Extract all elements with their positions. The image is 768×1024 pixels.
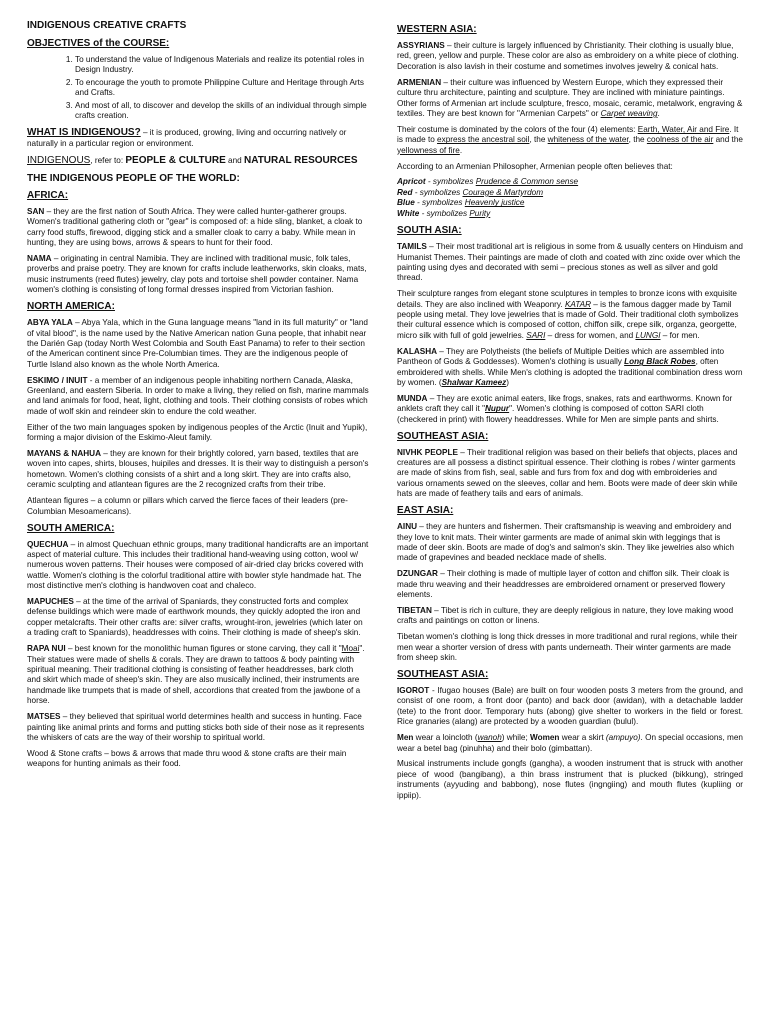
kalasha-entry: KALASHA – They are Polytheists (the beliefs of Multiple Deities which are assembled into Pantheon of Gods & Goddesses). Women's clothing is usually Long Black Robes, often embroidered with shells. While Men's clothing is adopted the traditional combination dress worn by women. (Shalwar Kameez) (397, 346, 743, 387)
atlantean-entry: Atlantean figures – a column or pillars which carved the fierce faces of their leaders (pre-Columbian Mesoamericans). (27, 496, 348, 516)
objective-item: 2. To encourage the youth to promote Philippine Culture and Heritage through Arts and Crafts. (75, 78, 369, 99)
objective-item: 1. To understand the value of Indigenous Materials and realize its potential roles in Design Industry. (75, 55, 369, 76)
wood-stone-entry: Wood & Stone crafts – bows & arrows that made thru wood & stone crafts are their main weapons for hunting animals as their food. (27, 748, 347, 769)
people-heading: THE INDIGENOUS PEOPLE OF THE WORLD: (27, 172, 240, 184)
tamil-sculpture: Their sculpture ranges from elegant stone sculptures in temples to bronze icons with exquisite details. They are also inclined with Weaponry. KATAR – is the famous dagger made by Tamil people using metal. They love jewelries that is made of Gold. Their traditional cloth symbolizes their cultural essence which is composed of cotton, chiffon silk, crepe silk, organza, georgette, micro silk with full of gold jewelries. SARI – dress for women, and LUNGI – for men. (397, 289, 739, 340)
igorot-entry: IGOROT - Ifugao houses (Bale) are built on four wooden posts 3 meters from the ground, and consist of one room, a front door (panto) and back door (awidan), with a detachable ladder (tete) to the front door. Temporary huts (abong) give shelter to workers in the field or forest. Rice granaries (alang) are protected by a wooden guardian (bulul). (397, 686, 743, 727)
tamils-entry: TAMILS – Their most traditional art is religious in some from & usually centers on Hinduism and Humanist Themes. Their paintings are made of cloth and coated with zinc oxide over which the painting using dyes and decorated with semi – precious stones as well as silver and gold thread. (397, 242, 743, 283)
rapa-nui-entry: RAPA NUI – best known for the monolithic human figures or stone carving, they call it "Moai". Their statues were made of shells & corals. They are drawn to tattoos & body painting with spiritual meaning. Their traditional clothing is consisting of feather headdresses, bark cloth and skirt which made of sheep's skin. They are also musically inclined, their instruments are handmade like trumpets that is made of shell, accordions that created from the jawbone of a horse. (27, 644, 365, 706)
armenian-entry: ARMENIAN – their culture was influenced by Western Europe, which they expressed their culture thru architecture, painting and sculpture. They are inclined with miniature paintings. Other forms of Armenian art include sculpture, fresco, mosaic, ceramic, metalwork, engraving & textiles. They are best known for "Armenian Carpets" or Carpet weaving. (397, 77, 743, 118)
nama-entry: NAMA – originating in central Namibia. They are inclined with traditional music, folk tales, proverbs and praise poetry. They are known for crafts include leatherworks, skin cloaks, mats, music instruments (reed flutes) jewelry, clay pots and tortoise shell powder container. Nama women's clothing is consisting of long formal dresses inspired from Victorian fashion. (27, 253, 367, 295)
mapuches-entry: MAPUCHES – at the time of the arrival of Spaniards, they constructed forts and complex defense buildings which were made of earthwork mounds, they quickly adopted the iron and copper metalcrafts. Their other crafts are: silver crafts, wrought-iron, jewelries (which later on a trading craft to Spaniards), headdresses with coins. Their clothing is made of sheep's skin. (27, 597, 363, 638)
symbol-item: Red - symbolizes Courage & Martyrdom (397, 187, 544, 197)
symbol-item: Blue - symbolizes Heavenly justice (397, 198, 525, 208)
ainu-entry: AINU – they are hunters and fishermen. Their craftsmanship is weaving and embroidery and they love to knit mats. Their winter garments are made of animal skin with leggings that is made of deer skin. Boots are made of dog's and salmon's skin. They like jewelries also which made of grapevines and beaded necklace made of shells. (397, 522, 735, 563)
north-america-heading: NORTH AMERICA: (27, 301, 115, 313)
dzungar-entry: DZUNGAR – Their clothing is made of multiple layer of cotton and chiffon silk. Their cloak is made thru weaving and their headdresses are embroidered ornament or preserved flowery elements. (397, 569, 730, 600)
tibetan-entry: TIBETAN – Tibet is rich in culture, they are deeply religious in nature, they love making wood crafts and paintings on cotton or linens. (397, 605, 734, 626)
east-asia-heading: EAST ASIA: (397, 505, 454, 517)
matses-entry: MATSES – they believed that spiritual world determines health and success in hunting. Face painting like animal prints and forms and putting sticks both side of their nose as it represents the whiskers of cats are the way of their worship to spiritual world. (27, 712, 365, 742)
southeast-asia-heading-2: SOUTHEAST ASIA: (397, 669, 489, 680)
mayans-entry: MAYANS & NAHUA – they are known for their brightly colored, yarn based, textiles that are woven into capes, shirts, blouses, huipiles and dresses. It is their way to distinguish a person's hometown. Women's clothing consists of a shirt and a long skirt. They are into crafts also, ceramic sculpting and atlantean figures are the 2 recognized crafts from their tribe. (27, 449, 369, 490)
southeast-asia-heading: SOUTHEAST ASIA: (397, 430, 489, 442)
western-asia-heading: WESTERN ASIA: (397, 24, 477, 35)
quechua-entry: QUECHUA – in almost Quechuan ethnic groups, many traditional handicrafts are an important aspect of material culture. This includes their traditional hand-weaving using cotton, wool w/ numerous woven patterns. Their houses were composed of air-dried clay bricks covered with wattle. Women's clothing is the colorful traditional attire with bowler style handmade hat. The most distinctive men's clothing is handwoven coat and chaleco. (27, 539, 369, 591)
symbol-item: White - symbolizes Purity (397, 208, 491, 218)
south-asia-heading: SOUTH ASIA: (397, 225, 462, 237)
document-title: INDIGENOUS CREATIVE CRAFTS (27, 20, 187, 31)
munda-entry: MUNDA – They are exotic animal eaters, like frogs, snakes, rats and earthworms. Known for anklets craft they call it "Nupur". Women's clothing is composed of cotton SARI cloth (checkered in print) with flowery headdresses. While for Men are simple pants and shirts. (397, 393, 733, 424)
south-america-heading: SOUTH AMERICA: (27, 522, 115, 534)
armenian-costume: Their costume is dominated by the colors of the four (4) elements: Earth, Water, Air and Fire. It is made to express the ancestral soil, the whiteness of the water, the coolness of the air and the yellowness of fire. (397, 124, 743, 155)
eskimo-languages: Either of the two main languages spoken by indigenous peoples of the Arctic (Inuit and Yupik), forming a major division of the Eskimo-Aleut family. (27, 422, 368, 443)
term: WHAT IS INDIGENOUS? (27, 127, 141, 139)
eskimo-entry: ESKIMO / INUIT - a member of an indigenous people inhabiting northern Canada, Alaska, Greenland, and eastern Siberia. In order to make a living, they relied on fish, marine mammals and land animals for food, heat, light, clothing and tools. Their clothing consists of robes which made of wolf skin and reindeer skin to endure the cold weather. (27, 375, 369, 416)
objective-item: 3. And most of all, to discover and develop the skills of an individual through simple crafts creation. (75, 101, 369, 122)
nivhk-entry: NIVHK PEOPLE – Their traditional religion was based on their beliefs that objects, places and creatures are all possess a distinct spiritual essence. Their clothing is robes / winter garments are made of skins from fish, seal, sable and furs from fox and dog with embroideries and various ornaments sewed on the sleeves, collar and hem. Boots were made of deer skin while hats are made of feathery tails and ears of animals. (397, 447, 738, 499)
what-is-indigenous: WHAT IS INDIGENOUS? – it is produced, growing, living and occurring natively or naturally in a particular region or environment. (27, 127, 347, 149)
color-symbols-list (397, 177, 743, 219)
abya-yala-entry: ABYA YALA – Abya Yala, which in the Guna language means "land in its full maturity" or "land of vital blood", is the name used by the Native American nation Guna people, that inhabit near the Darién Gap (today North West Colombia and South East Panama) to refer to their section of the American continent since Pre-Columbian times. They are the indigenous people of Turtle Island also known as the whole North America. (27, 318, 368, 369)
san-entry: SAN – they are the first nation of South Africa. They were called hunter-gatherer groups. Women's traditional gathering cloth or "gear" is composed of: a hide sling, blanket, a cloak to carry food stuffs, firewood, digging stick and a smaller cloak to carry a baby. While mean in hunting, they are using bows, arrows & spears to hunt for their food. (27, 206, 363, 248)
objectives-heading: OBJECTIVES of the COURSE: (27, 38, 170, 49)
left-column (27, 20, 369, 775)
symbol-item: Apricot - symbolizes Prudence & Common sense (397, 177, 579, 187)
armenian-philosopher: According to an Armenian Philosopher, Armenian people often believes that: (397, 161, 673, 171)
igorot-music: Musical instruments include gongfs (gangha), a wooden instrument that is struck with another piece of wood (bangibang), a thin brass instrument that is plucked (bikkung), stringed instruments (ayyuding and babbong), nose flutes (ingngiing) and mouth flutes (kupliing or ippiip). (397, 759, 743, 800)
tibetan-clothing: Tibetan women's clothing is long thick dresses in more traditional and rural regions, while their men wear a shorter version of dress with pants underneath. Their winter garments are made from sheep skin. (397, 632, 738, 663)
right-column (397, 20, 743, 807)
objectives-list (27, 55, 369, 121)
assyrians-entry: ASSYRIANS – their culture is largely influenced by Christianity. Their clothing is usually blue, red, green, yellow and purple. These color are also as embroidery on a white piece of clothing. Decoration is also lavish in their costume and sometimes involves jewelry & conical hats. (397, 41, 739, 71)
africa-heading: AFRICA: (27, 189, 69, 201)
igorot-clothing: Men wear a loincloth (wanoh) while; Women wear a skirt (ampuyo). On special occasions, men wear a betel bag (pinuhha) and their bolo (gimbattan). (397, 733, 743, 753)
indigenous-refers: INDIGENOUS, refer to: PEOPLE & CULTURE and NATURAL RESOURCES (27, 155, 358, 167)
